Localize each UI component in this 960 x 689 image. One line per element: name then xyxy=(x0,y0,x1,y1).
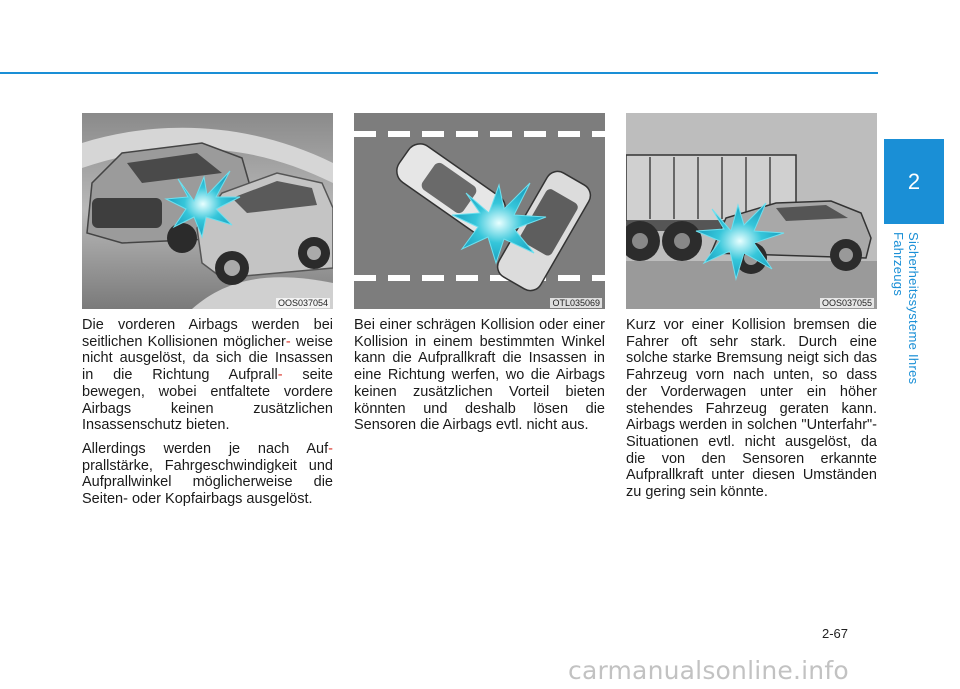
angled-collision-illustration xyxy=(354,113,605,309)
column-side-collision xyxy=(82,113,333,508)
side-collision-illustration xyxy=(82,113,333,309)
figure-code: OOS037055 xyxy=(821,298,872,308)
figure-code: OTL035069 xyxy=(552,298,600,308)
page-number: 2-67 xyxy=(822,626,849,641)
column-underride-collision xyxy=(626,113,877,501)
body-paragraph: Allerdings werden je nach Auf- prallstärke, Fahrgeschwindigkeit und Aufprallwinkel möglicherweise die Seiten- oder Kopfairbags ausgelöst. xyxy=(82,440,333,508)
figure-code: OOS037054 xyxy=(277,298,328,308)
underride-collision-figure xyxy=(626,113,877,309)
side-collision-figure xyxy=(82,113,333,309)
header-rule xyxy=(0,72,878,74)
chapter-tab xyxy=(884,139,944,224)
angled-collision-figure xyxy=(354,113,605,309)
underride-collision-illustration xyxy=(626,113,877,309)
body-paragraph: Kurz vor einer Kollision bremsen die Fahrer oft sehr stark. Durch eine solche starke Bremsung neigt sich das Fahrzeug vorn nach unten, so dass der Vorderwagen unter ein höher stehendes Fahrzeug geraten kann. Airbags werden in solchen "Unterfahr"- Situationen evtl. nicht ausgelöst, da die von den Sensoren erkannte Aufprallkraft unter diesen Umständen zu gering sein könnte. xyxy=(626,317,877,501)
body-paragraph: Bei einer schrägen Kollision oder einer Kollision in einem bestimmten Winkel kann die Aufprallkraft die Insassen in eine Richtung werfen, wo die Airbags keinen zusätzlichen Vorteil bieten könnten und deshalb lösen die Sensoren die Airbags evtl. nicht aus. xyxy=(354,317,605,434)
chapter-number: 2 xyxy=(907,168,921,194)
body-paragraph: Die vorderen Airbags werden bei seitlichen Kollisionen möglicher- weise nicht ausgelöst, da sich die Insassen in die Richtung Aufprall- seite bewegen, wobei entfaltete vordere Airbags keinen zusätzlichen Insassenschutz bieten. xyxy=(82,317,333,434)
column-angled-collision xyxy=(354,113,605,434)
watermark: carmanualsonline.info xyxy=(568,656,849,685)
chapter-title: Sicherheitssysteme Ihres Fahrzeugs xyxy=(891,232,921,385)
